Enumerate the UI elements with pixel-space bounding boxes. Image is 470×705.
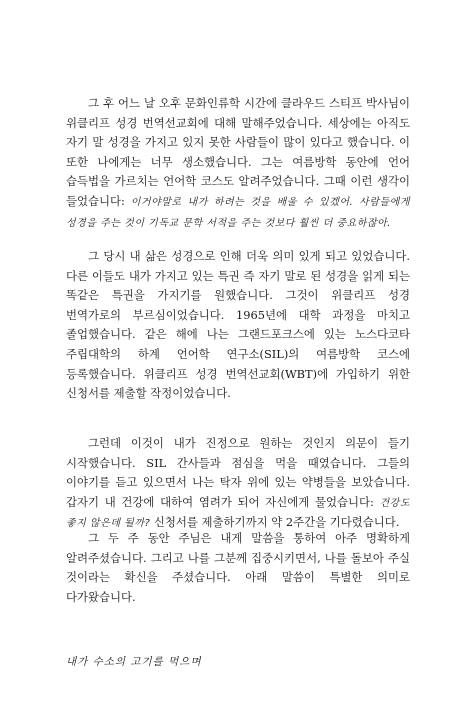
paragraph-3-continuation: 신청서를 제출하기까지 약 2주간을 기다렸습니다. xyxy=(150,515,400,530)
paragraph-doubt xyxy=(66,434,410,534)
verse-line-handwritten: 내가 수소의 고기를 먹으며 xyxy=(66,656,202,668)
paragraph-assurance: 그 두 주 동안 주님은 내게 말씀을 통하여 아주 명확하게 알려주셨습니다. 그리고 나를 그분께 집중시키면서, 나를 돌보아 주실 것이라는 확신을 주셨습니다. 아래 말씀이 특별한 의미로 다가왔습니다. xyxy=(66,531,410,604)
paragraph-wycliffe-introduction xyxy=(66,94,410,233)
handwritten-thought-2: 건강도 좋지 않은데 될까? xyxy=(66,497,410,530)
paragraph-1-text: 그 후 어느 날 오후 문화인류학 시간에 클라우드 스티프 박사님이 위클리프 성경 번역선교회에 대해 말해주었습니다. 세상에는 아직도 자기 말 성경을 가지고 있지 못한 사람들이 많이 있다고 했습니다. 이 또한 나에게는 너무 생소했습니다. 그는 여름방학 동안에 언어 습득법을 가르치는 언어학 코스도 알려주었습니다. 그때 이런 생각이 들었습니다: xyxy=(66,96,410,208)
handwritten-thought-1: 이거야말로 내가 하려는 것을 배울 수 있겠어. 사람들에게 성경을 주는 것이 기독교 문학 서적을 주는 것보다 훨씬 더 중요하잖아. xyxy=(66,196,410,229)
paragraph-3-text: 그런데 이것이 내가 진정으로 원하는 것인지 의문이 들기 시작했습니다. SIL 간사들과 점심을 먹을 때였습니다. 그들의 이야기를 듣고 있으면서 나는 탁자 위에 있는 약병들을 보았습니다. 갑자기 내 건강에 대하여 염려가 되어 자신에게 물었습니다: xyxy=(66,436,410,509)
paragraph-calling: 그 당시 내 삶은 성경으로 인해 더욱 의미 있게 되고 있었습니다. 다른 이들도 내가 가지고 있는 특권 즉 자기 말로 된 성경을 읽게 되는 똑같은 특권을 가지기를 원했습니다. 그것이 위클리프 성경 번역가로의 부르심이었습니다. 1965년에 대학 과정을 마치고 졸업했습니다. 같은 해에 나는 그랜드포크스에 있는 노스다코타 주립대학의 하계 언어학 연구소(SIL)의 여름방학 코스에 등록했습니다. 위클리프 성경 번역선교회(WBT)에 가입하기 위한 신청서를 제출할 작정이었습니다. xyxy=(66,249,410,401)
